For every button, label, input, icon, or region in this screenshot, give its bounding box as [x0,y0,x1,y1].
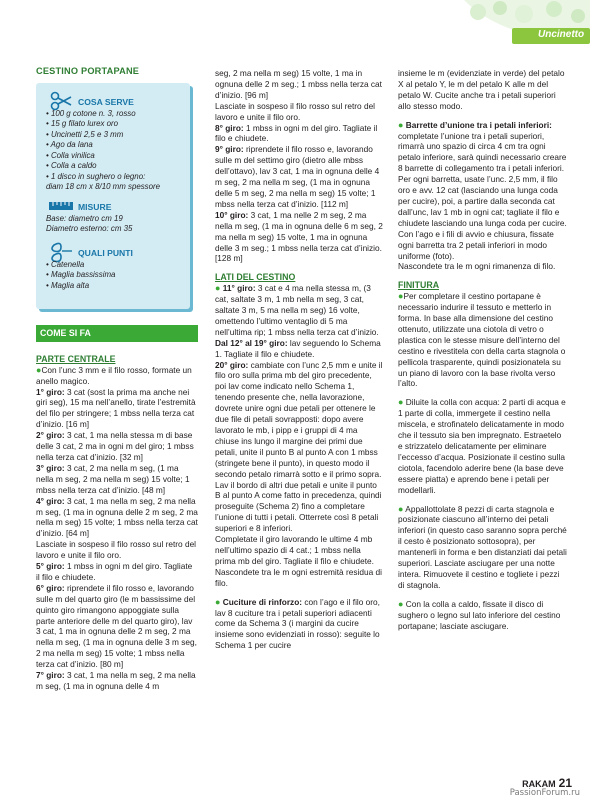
paragraph: seg, 2 ma nella m seg) 15 volte, 1 ma in ognuna delle 2 m seg.; 1 mbss nella terza cat d’inizio. [96 m] [215,68,382,100]
column-3 [398,68,568,632]
come-si-fa-banner: COME SI FA [36,325,198,342]
list-item: • Ago da lana [46,140,93,150]
paragraph: ● Cuciture di rinforzo: con l’ago e il filo oro, lav 8 cuciture tra i petali superiori adiacenti come da Schema 3 (i margini da cucire insieme sono evidenziati in rosso): seguite lo Schema 1 per cucire [215,596,380,651]
column-1 [36,66,198,692]
list-item: • 1 disco in sughero o legno: [46,171,146,181]
list-item: • Uncinetti 2,5 e 3 mm [46,129,124,139]
list-item: • 15 g filato lurex oro [46,119,119,129]
paragraph: Lasciate in sospeso il filo rosso sul retro del lavoro e unite il filo oro. [215,100,376,122]
materials-box [36,83,190,309]
paragraph: ● Con la colla a caldo, fissate il disco di sughero o legno sul lato inferiore del cestino portapane; lasciate asciugare. [398,598,561,631]
list-item: • Catenella [46,259,85,269]
paragraph: 1° giro: 3 cat (sost la prima ma anche nei giri seg), 15 ma nell’anello, tirate l’estremità del filo per stringere; 1 mbss nella terza cat d’inizio. [16 m] [36,386,196,430]
paragraph: 2° giro: 3 cat, 1 ma nella stessa m di base delle 3 cat, 2 ma in ogni m del giro; 1 mbss nella terza cat d’inizio. [32 m] [36,430,194,462]
measures-list [46,214,132,235]
list-item: • 100 g cotone n. 3, rosso [46,108,136,118]
page-number: 21 [558,776,572,790]
paragraph: 20° giro: cambiate con l’unc 2,5 mm e unite il filo oro sulla prima mb del giro precedente, poi lav come indicato nello Schema 1, tenendo presente che, nella lavorazione, dovrete unire ogni due petali per ottenere le due file di petali sovrapposti: dopo avere lavorato le mb, i pipp e i gruppi di 4 ma chiuse ins lungo il margine dei primi due petali, unite il punto B al punto A con 1 mbss (stringete bene il punto), in questo modo il secondo petalo rimarrà sotto e il primo sopra. Lav il bordo di altri due petali e unite il punto B al punto A come fatto in precedenza, quindi proseguite (Schema 2) fino a completare l’unione di tutti i petali. Otterrete così 8 petali superiori e 8 inferiori. [215,359,383,534]
paragraph: 7° giro: 3 cat, 1 ma nella m seg, 2 ma nella m seg, (1 ma in ognuna delle 4 m [36,670,196,691]
section-label: Uncinetto [538,29,585,40]
section-header [454,0,590,60]
list-item: Base: diametro cm 19 [46,213,123,223]
paragraph: Lasciate in sospeso il filo rosso sul retro del lavoro e unite il filo oro. [36,539,197,561]
paragraph: insieme le m (evidenziate in verde) del petalo X al petalo Y, le m del petalo K alle m del petalo W. Cucite anche tra i petali superiori allo stesso modo. [398,68,565,111]
watermark: PassionForum.ru [509,788,580,798]
paragraph: ● Appallottolate 8 pezzi di carta stagnola e posizionate ciascuno all’interno dei petali inferiori (in questo caso saranno sopra perché il cesto è posizionato sottosopra), per mantenerli in forma e ben distanziati dai petali superiori. Lasciate asciugare per una notte intera. Rimuovete il cestino e togliete i pezzi di stagnola. [398,503,567,590]
paragraph: ● Diluite la colla con acqua: 2 parti di acqua e 1 parte di colla, immergete il cestino nella miscela, e strofinatelo delicatamente in modo che il tessuto sia ben impregnato. Estraetelo e strizzatelo delicatamente per eliminare l’eccesso d’acqua. Posizionate il cestino sulla ciotola, facendolo aderire bene (la base deve essere piatta) e aprendo bene i petali per modellarli. [398,397,566,495]
finitura-title: FINITURA [398,280,440,291]
paragraph: ● Barrette d’unione tra i petali inferiori: completate l’unione tra i petali superiori, rimarrà uno spazio di circa 4 cm tra ogni petalo inferiore, sarà quindi necessario creare 8 barrette di collegamento tra i petali inferiori. Per ogni barretta, usate l’unc. 2,5 mm, il filo oro e avv. 12 cat (lasciando una lunga coda per cucire), poi, a partire dalla seconda cat dall’unc, lav 1 mb in ogni cat; tagliate il filo e chiudete lasciando una lunga coda per cucire. Con l’ago e i fili di avvio e chiusura, fissate ogni barretta tra 2 petali inferiori in modo uniforme (foto). [398,119,567,261]
paragraph: 5° giro: 1 mbss in ogni m del giro. Tagliate il filo e chiudete. [36,561,193,582]
paragraph: 10° giro: 3 cat, 1 ma nelle 2 m seg, 2 ma nella m seg, (1 ma in ognuna delle 6 m seg, 2 ma nella m seg) 15 volte, 1 ma in ognuna delle 3 m seg.; 1 mbss nella terza cat d’inizio. [128 m] [215,209,383,264]
parte-centrale-title: PARTE CENTRALE [36,353,116,364]
paragraph: 6° giro: riprendete il filo rosso e, lavorando sulle m del quarto giro (le m bassissime del quinto giro rimangono appoggiate sulla parte anteriore delle m del quarto giro), lav 3 cat, 1 ma in ognuna delle 2 m seg, 2 ma nella m seg, (1 ma in ognuna delle 3 m seg, 2 ma nella m seg) 15 volte; 1 mbss nella terza cat d’inizio. [80 m] [36,582,197,670]
list-item: • Colla vinilica [46,150,95,160]
punti-title: QUALI PUNTI [78,247,133,258]
paragraph: Completate il giro lavorando le ultime 4 mb nell’ultimo spazio di 4 cat.; 1 mbss nella prima mb del giro. Tagliate il filo e chiudete. Nascondete tra le m ogni estremità residua di filo. [215,534,382,588]
paragraph: 4° giro: 3 cat, 1 ma nella m seg, 2 ma nella m seg, (1 ma in ognuna delle 2 m seg, 2 ma nella m seg) 15 volte; 1 mbss nella terza cat d’inizio. [64 m] [36,495,198,539]
stitches-list [46,260,115,292]
cosa-serve-title: COSA SERVE [78,96,134,107]
list-item: Diametro esterno: cm 35 [46,224,133,234]
article-title: CESTINO PORTAPANE [36,66,140,76]
materials-list [46,109,160,193]
paragraph: 8° giro: 1 mbss in ogni m del giro. Tagliate il filo e chiudete. [215,122,378,144]
paragraph: Dal 12° al 19° giro: lav seguendo lo Schema 1. Tagliate il filo e chiudete. [215,337,381,359]
paragraph: ● 11° giro: 3 cat e 4 ma nella stessa m, (3 cat, saltate 3 m, 1 mb nella m seg, 3 cat, saltate 3 m, 5 ma nella m seg) 16 volte, omettendo l’ultimo ventaglio di 5 ma nell’ultima rip; 1 mbss nella terza cat d’inizio. [215,283,379,337]
list-item: • Maglia alta [46,280,90,290]
paragraph: ●Con l’unc 3 mm e il filo rosso, formate un anello magico. [36,364,192,386]
column-2 [215,68,383,651]
paragraph: Nascondete tra le m ogni rimanenza di filo. [398,261,556,272]
list-item: • Colla a caldo [46,161,97,171]
paragraph: 3° giro: 3 cat, 2 ma nella m seg, (1 ma nella m seg, 2 ma nella m seg) 15 volte; 1 mbss nella terza cat d’inizio. [48 m] [36,462,190,495]
paragraph: 9° giro: riprendete il filo rosso e, lavorando sulle m del settimo giro (dietro alle mbss dell’ottavo), lav 3 cat, 1 ma in ognuna delle 4 m seg, 2 ma nella m seg, (1 ma in ognuna delle 5 m seg, 2 ma nella m seg) 15 volte; 1 mbss nella terza cat d’inizio. [112 m] [215,144,380,209]
list-item: diam 18 cm x 8/10 mm spessore [46,182,161,192]
magazine-name: RAKAM [522,779,556,789]
list-item: • Maglia bassissima [46,270,116,280]
paragraph: ●Per completare il cestino portapane è necessario indurire il tessuto e metterlo in forma. In base alla dimensione del cestino ottenuto, utilizzate una ciotola di vetro o plastica con le stesse misure dell’interno del cestino e rivestitela con della carta stagnola o pellicola trasparente, quindi posizionatela su un piano di lavoro con la base rivolta verso l’alto. [398,291,566,389]
misure-title: MISURE [78,201,112,212]
lati-title: LATI DEL CESTINO [215,272,296,283]
ruler-icon [48,201,74,214]
